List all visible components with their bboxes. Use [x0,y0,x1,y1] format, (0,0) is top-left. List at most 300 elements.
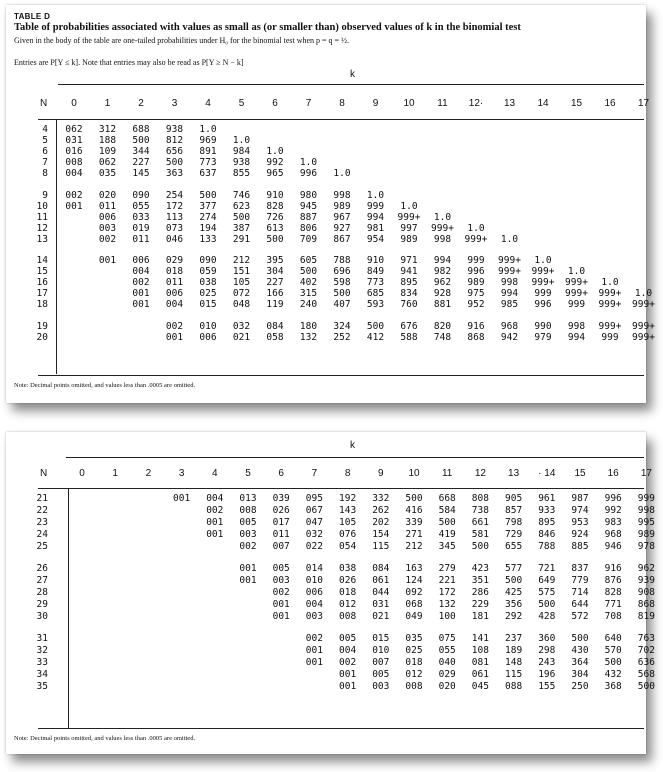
table-cell: 432 [604,669,622,680]
column-header: 8 [344,468,351,479]
table-cell: 119 [266,299,284,311]
table-cell: 054 [339,541,357,552]
table-cell: 188 [98,135,117,147]
table-cell: 049 [405,611,423,622]
table-cell: 001 [132,299,150,311]
table-cell: 025 [199,288,217,300]
table-cell: 172 [165,200,184,212]
table-cell: 254 [165,189,184,201]
table-cell: 073 [165,222,184,234]
table-cell: 004 [305,599,323,610]
table-cell: 729 [505,529,523,540]
table-cell: 324 [333,320,351,332]
table-cell: 402 [299,277,318,289]
footnote-text: Decimal points omitted, and values less than .0005 are omitted. [30,735,196,742]
row-n-value: 33 [36,657,48,668]
table-cell: 996 [299,168,318,180]
table-cell: 837 [571,563,589,574]
column-header: 12· [468,98,484,109]
table-cell: 999+ [565,277,588,289]
table-cell: 1.0 [567,266,586,278]
table-cell: 577 [505,563,523,574]
table-cell: 002 [305,633,323,644]
table-cell: 002 [65,189,83,201]
table-cell: 593 [366,299,385,311]
table-cell: 038 [199,277,217,289]
row-n-value: 25 [36,541,48,552]
table-cell: 181 [471,611,489,622]
table-cell: 075 [438,633,456,644]
column-header: 10 [408,468,420,479]
column-header: 1 [104,98,111,109]
entries-note: Entries are P[Y ≤ k]. Note that entries may also be read as P[Y ≥ N − k] [14,58,244,67]
row-n-value: 4 [42,124,48,135]
table-cell: 031 [65,135,83,147]
table-cell: 395 [266,255,284,266]
row-n-value: 12 [36,222,48,234]
table-cell: 637 [199,168,217,180]
table-cell: 430 [571,645,589,656]
table-cell: 092 [405,587,423,598]
column-header: 3 [171,98,178,109]
table-cell: 968 [604,529,622,540]
table-cell: 961 [538,493,556,504]
table-cell: 975 [467,288,485,300]
table-cell: 291 [232,233,251,245]
table-cell: 351 [471,575,489,586]
table-subtitle: Given in the body of the table are one-tailed probabilities under H₀ for the binomial test when p = q = ½. [14,36,350,45]
column-header: 5 [238,98,245,109]
column-header: 11 [441,468,453,479]
table-cell: 132 [299,331,318,343]
table-cell: 237 [505,633,523,644]
row-n-value: 32 [36,645,48,656]
table-cell: 998 [500,277,519,289]
table-cell: 806 [299,222,318,234]
footnote [14,735,195,742]
table-cell: 428 [538,611,556,622]
table-cell: 243 [538,657,556,668]
table-cell: 500 [637,681,655,692]
table-cell: 377 [199,200,217,212]
table-cell: 076 [339,529,357,540]
table-cell: 003 [98,222,117,234]
table-cell: 992 [604,505,622,516]
table-cell: 113 [165,211,184,223]
header-bottom-rule [38,119,644,120]
table-cell: 155 [538,681,556,692]
table-cell: 011 [165,277,184,289]
table-cell: 819 [637,611,655,622]
table-cell: 971 [400,255,418,266]
table-cell: 500 [438,517,456,528]
table-cell: 656 [165,146,184,158]
table-cell: 696 [333,266,351,278]
table-cell: 002 [272,587,290,598]
table-cell: 644 [571,599,589,610]
table-cell: 500 [505,575,523,586]
column-header: 7 [311,468,318,479]
table-cell: 881 [433,299,452,311]
table-cell: 1.0 [500,233,519,245]
table-cell: 998 [637,505,655,516]
table-cell: 989 [467,277,485,289]
table-cell: 047 [305,517,323,528]
header-divider [58,84,644,85]
table-cell: 500 [471,541,489,552]
table-cell: 500 [604,657,622,668]
table-cell: 834 [400,288,418,300]
table-cell: 996 [467,266,485,278]
table-cell: 945 [299,200,318,212]
table-cell: 315 [299,288,318,300]
table-bottom-rule [38,728,644,729]
table-cell: 240 [299,299,318,311]
table-cell: 999+ [598,299,622,311]
table-cell: 252 [333,331,351,343]
table-cell: 292 [505,611,523,622]
table-cell: 999+ [632,331,655,343]
column-header: 17 [637,98,650,109]
column-header: 6 [272,98,278,109]
table-cell: 011 [132,233,150,245]
table-cell: 771 [604,599,622,610]
table-cell: 059 [199,266,217,278]
column-header: 16 [604,98,616,109]
table-cell: 006 [132,255,150,266]
table-cell: 916 [467,320,485,332]
table-cell: 360 [538,633,556,644]
table-cell: 910 [266,189,284,201]
table-cell: 004 [339,645,357,656]
table-cell: 008 [239,505,257,516]
column-header: 12 [474,468,486,479]
row-n-value: 5 [42,135,48,147]
table-cell: 568 [637,669,655,680]
table-cell: 008 [339,611,357,622]
table-cell: 045 [471,681,489,692]
table-cell: 227 [266,277,284,289]
table-cell: 760 [400,299,418,311]
table-cell: 124 [405,575,423,586]
table-cell: 035 [405,633,423,644]
table-cell: 908 [637,587,655,598]
table-cell: 007 [272,541,290,552]
table-cell: 999 [601,331,619,343]
table-cell: 081 [471,657,489,668]
column-header: 16 [607,468,619,479]
table-cell: 828 [604,587,622,598]
table-cell: 969 [199,135,217,147]
table-cell: 999 [366,200,385,212]
table-cell: 090 [199,255,217,266]
table-cell: 067 [305,505,323,516]
table-cell: 021 [372,611,390,622]
table-cell: 983 [604,517,622,528]
table-cell: 048 [232,299,251,311]
table-cell: 661 [471,517,489,528]
table-cell: 500 [266,233,284,245]
column-header: 9 [378,468,384,479]
table-cell: 946 [604,541,622,552]
table-cell: 999+ [565,288,588,300]
table-cell: 688 [132,124,150,135]
n-column-divider [68,488,69,728]
table-cell: 979 [534,331,552,343]
table-cell: 407 [333,299,351,311]
table-cell: 500 [538,599,556,610]
table-cell: 005 [239,517,257,528]
table-cell: 891 [199,146,217,158]
table-cell: 726 [266,211,284,223]
table-cell: 017 [272,517,290,528]
table-cell: 423 [471,563,489,574]
table-cell: 779 [571,575,589,586]
table-cell: 999 [567,299,586,311]
table-cell: 014 [305,563,323,574]
table-cell: 304 [266,266,284,278]
column-header: 3 [178,468,185,479]
table-cell: 018 [405,657,423,668]
table-cell: 002 [206,505,224,516]
table-cell: 002 [98,233,117,245]
table-cell: 022 [305,541,323,552]
table-cell: 332 [372,493,390,504]
table-cell: 018 [165,266,184,278]
table-cell: 416 [405,505,423,516]
table-cell: 1.0 [534,255,552,266]
row-n-value: 30 [36,611,48,622]
row-n-value: 21 [36,493,48,504]
row-n-value: 8 [42,168,48,180]
table-d-panel-top [6,5,655,403]
table-cell: 575 [538,587,556,598]
table-cell: 090 [132,189,150,201]
table-cell: 500 [199,189,217,201]
table-cell: 941 [400,266,418,278]
table-cell: 304 [571,669,589,680]
table-cell: 605 [299,255,318,266]
table-cell: 938 [232,157,251,169]
table-cell: 714 [571,587,589,598]
table-cell: 013 [239,493,257,504]
table-cell: 029 [165,255,184,266]
table-cell: 885 [571,541,589,552]
table-cell: 655 [505,541,523,552]
table-cell: 001 [305,645,323,656]
footnote [14,382,195,389]
table-cell: 980 [299,189,318,201]
table-cell: 055 [438,645,456,656]
row-n-value: 15 [36,266,48,278]
table-d-panel-bottom [6,432,655,754]
table-cell: 088 [505,681,523,692]
table-cell: 016 [65,146,83,158]
table-cell: 868 [467,331,485,343]
column-header: 2 [138,98,144,109]
table-cell: 996 [534,299,552,311]
table-cell: 163 [405,563,423,574]
table-cell: 1.0 [400,200,418,212]
table-cell: 368 [604,681,622,692]
table-cell: 001 [272,611,290,622]
table-cell: 1.0 [333,168,351,180]
table-cell: 145 [132,168,150,180]
table-cell: 1.0 [601,277,619,289]
table-cell: 084 [266,320,284,332]
table-cell: 998 [433,233,452,245]
table-cell: 133 [199,233,217,245]
table-cell: 363 [165,168,184,180]
table-cell: 025 [405,645,423,656]
table-cell: 953 [571,517,589,528]
row-n-value: 9 [42,189,48,201]
table-cell: 006 [165,288,184,300]
table-cell: 990 [534,320,552,332]
row-n-value: 24 [36,529,48,540]
table-cell: 598 [333,277,351,289]
column-header: 15 [570,98,583,109]
row-n-value: 34 [36,669,48,680]
row-n-value: 6 [42,146,48,158]
row-n-value: 18 [36,299,48,311]
table-cell: 999+ [531,277,555,289]
table-cell: 939 [637,575,655,586]
table-cell: 1.0 [467,222,485,234]
table-cell: 636 [637,657,655,668]
table-cell: 095 [305,493,323,504]
table-cell: 001 [339,681,357,692]
table-cell: 965 [266,168,284,180]
table-cell: 262 [372,505,390,516]
table-cell: 685 [366,288,385,300]
table-cell: 999 [534,288,552,300]
table-cell: 001 [132,288,150,300]
table-cell: 020 [438,681,456,692]
table-cell: 010 [199,320,217,332]
table-cell: 500 [165,157,184,169]
table-cell: 773 [199,157,217,169]
table-cell: 994 [567,331,586,343]
table-cell: 500 [232,211,251,223]
table-cell: 933 [538,505,556,516]
table-cell: 994 [500,288,519,300]
table-cell: 001 [165,331,184,343]
table-cell: 001 [98,255,117,266]
table-cell: 942 [500,331,519,343]
table-cell: 194 [199,222,217,234]
row-n-value: 20 [36,331,48,343]
column-header: 9 [372,98,379,109]
table-title: Table of probabilities associated with values as small as (or smaller than) observed values of k in the binomial test [14,22,521,33]
column-header: 17 [640,468,652,479]
table-cell: 999+ [531,266,555,278]
table-cell: 364 [571,657,589,668]
table-cell: 649 [538,575,556,586]
table-cell: 994 [366,211,385,223]
table-cell: 910 [366,255,385,266]
column-header: 6 [278,468,284,479]
table-cell: 974 [571,505,589,516]
table-cell: 924 [571,529,589,540]
row-n-value: 29 [36,599,48,610]
table-cell: 999+ [498,255,521,266]
table-cell: 999+ [464,233,488,245]
column-header: 4 [212,468,218,479]
table-cell: 015 [372,633,390,644]
table-cell: 032 [232,320,251,332]
table-cell: 151 [232,266,251,278]
table-cell: 339 [405,517,423,528]
table-cell: 021 [232,331,251,343]
table-cell: 344 [132,146,150,158]
table-cell: 001 [206,517,224,528]
table-cell: 115 [505,669,523,680]
table-cell: 613 [266,222,284,234]
row-n-value: 10 [36,200,48,212]
table-cell: 221 [438,575,456,586]
table-cell: 084 [372,563,390,574]
table-cell: 026 [272,505,290,516]
table-cell: 011 [272,529,290,540]
table-cell: 999+ [598,320,622,332]
table-cell: 008 [65,157,83,169]
table-cell: 061 [372,575,390,586]
table-cell: 985 [500,299,519,311]
table-cell: 927 [333,222,351,234]
k-axis-label: k [350,69,355,80]
table-cell: 005 [372,669,390,680]
table-cell: 010 [305,575,323,586]
table-cell: 001 [272,599,290,610]
k-axis-label: k [350,440,355,451]
table-cell: 202 [372,517,390,528]
footnote-label: Note: [14,735,29,742]
table-cell: 004 [65,168,83,180]
row-n-value: 19 [36,320,48,332]
row-n-value: 35 [36,681,48,692]
table-cell: 105 [232,277,251,289]
row-n-value: 28 [36,587,48,598]
footnote-text: Decimal points omitted, and values less than .0005 are omitted. [30,382,196,389]
table-cell: 006 [305,587,323,598]
table-cell: 905 [505,493,523,504]
table-cell: 738 [471,505,489,516]
table-cell: 192 [339,493,357,504]
table-cell: 004 [165,299,184,311]
table-cell: 279 [438,563,456,574]
table-cell: 286 [471,587,489,598]
table-cell: 011 [98,200,117,212]
table-cell: 031 [372,599,390,610]
table-cell: 132 [438,599,456,610]
table-cell: 312 [98,124,117,135]
table-cell: 008 [405,681,423,692]
table-cell: 588 [400,331,418,343]
table-cell: 003 [272,575,290,586]
column-header: 15 [574,468,586,479]
table-cell: 623 [232,200,251,212]
table-cell: 001 [239,563,257,574]
table-cell: 001 [206,529,224,540]
column-header: 0 [71,98,77,109]
table-cell: 189 [505,645,523,656]
table-cell: 029 [438,669,456,680]
table-cell: 271 [405,529,423,540]
table-cell: 994 [433,255,452,266]
row-n-value: 7 [42,157,48,169]
table-cell: 212 [232,255,251,266]
